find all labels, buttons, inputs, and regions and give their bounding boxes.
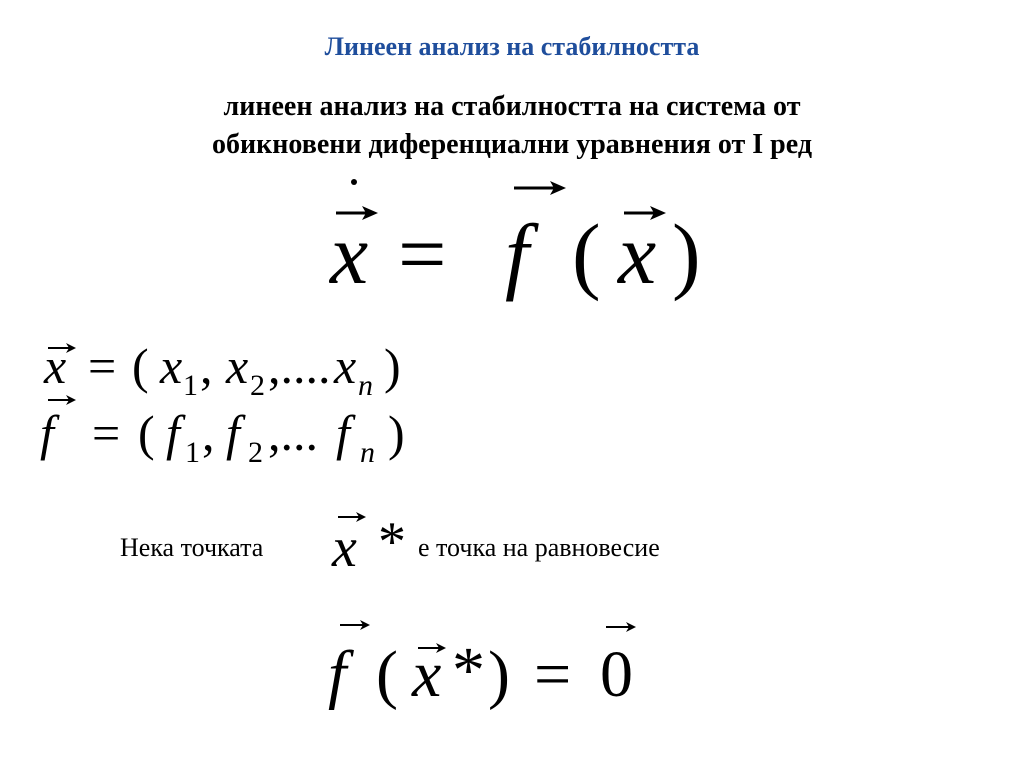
zero-eq-f: f <box>328 638 347 711</box>
vector-arrow <box>48 395 76 405</box>
equation-main <box>328 179 701 302</box>
equation-f-components <box>40 395 405 469</box>
x-2: x <box>226 338 249 394</box>
sentence-suffix: е точка на равновесие <box>418 533 660 562</box>
main-f: f <box>505 206 529 302</box>
sentence-prefix: Нека точката <box>120 533 264 562</box>
equilibrium-x: x <box>332 517 357 579</box>
f-2-subscript: 2 <box>248 436 263 469</box>
x-2-subscript: 2 <box>250 369 265 402</box>
vector-arrow <box>340 620 370 630</box>
f-open-paren: ( <box>138 405 155 461</box>
subtitle-line-1: линеен анализ на стабилността на система от <box>223 91 801 122</box>
x-equals: = <box>88 338 117 394</box>
f-1: f <box>166 405 180 461</box>
zero-eq-rparen: ) <box>488 638 510 711</box>
x-n-subscript: n <box>358 369 373 402</box>
f-n-subscript: n <box>360 436 375 469</box>
main-lparen: ( <box>572 206 601 302</box>
equation-zero <box>328 620 636 711</box>
x-lhs: x <box>44 338 67 394</box>
vector-arrow <box>606 622 636 632</box>
x-1-subscript: 1 <box>183 369 198 402</box>
f-2: f <box>226 405 240 461</box>
f-comma-1: , <box>202 405 215 461</box>
main-rparen: ) <box>672 206 701 302</box>
f-n: f <box>336 405 350 461</box>
zero-eq-x: x <box>412 638 442 711</box>
subtitle-line-2: обикновени диференциални уравнения от I ред <box>212 129 812 160</box>
main-equals: = <box>398 206 447 302</box>
x-1: x <box>160 338 183 394</box>
x-comma-1: , <box>200 338 213 394</box>
f-lhs: f <box>40 405 54 461</box>
f-equals: = <box>92 405 121 461</box>
x-close-paren: ) <box>384 338 401 394</box>
time-derivative-dot <box>351 179 357 185</box>
zero-vector: 0 <box>600 638 633 711</box>
equilibrium-star: * <box>378 511 406 573</box>
f-dots: ,... <box>268 405 318 461</box>
main-arg-x: x <box>618 206 657 302</box>
x-dots: ,.... <box>268 338 331 394</box>
zero-eq-lparen: ( <box>376 638 398 711</box>
vector-arrow <box>514 181 566 195</box>
x-open-paren: ( <box>132 338 149 394</box>
main-lhs-x: x <box>330 206 369 302</box>
x-n: x <box>334 338 357 394</box>
zero-eq-star: * <box>452 634 485 707</box>
equation-x-components <box>43 338 401 402</box>
slide-title: Линеен анализ на стабилността <box>324 32 700 61</box>
zero-eq-equals: = <box>534 638 572 711</box>
f-close-paren: ) <box>388 405 405 461</box>
f-1-subscript: 1 <box>185 436 200 469</box>
equilibrium-sentence <box>120 511 660 579</box>
